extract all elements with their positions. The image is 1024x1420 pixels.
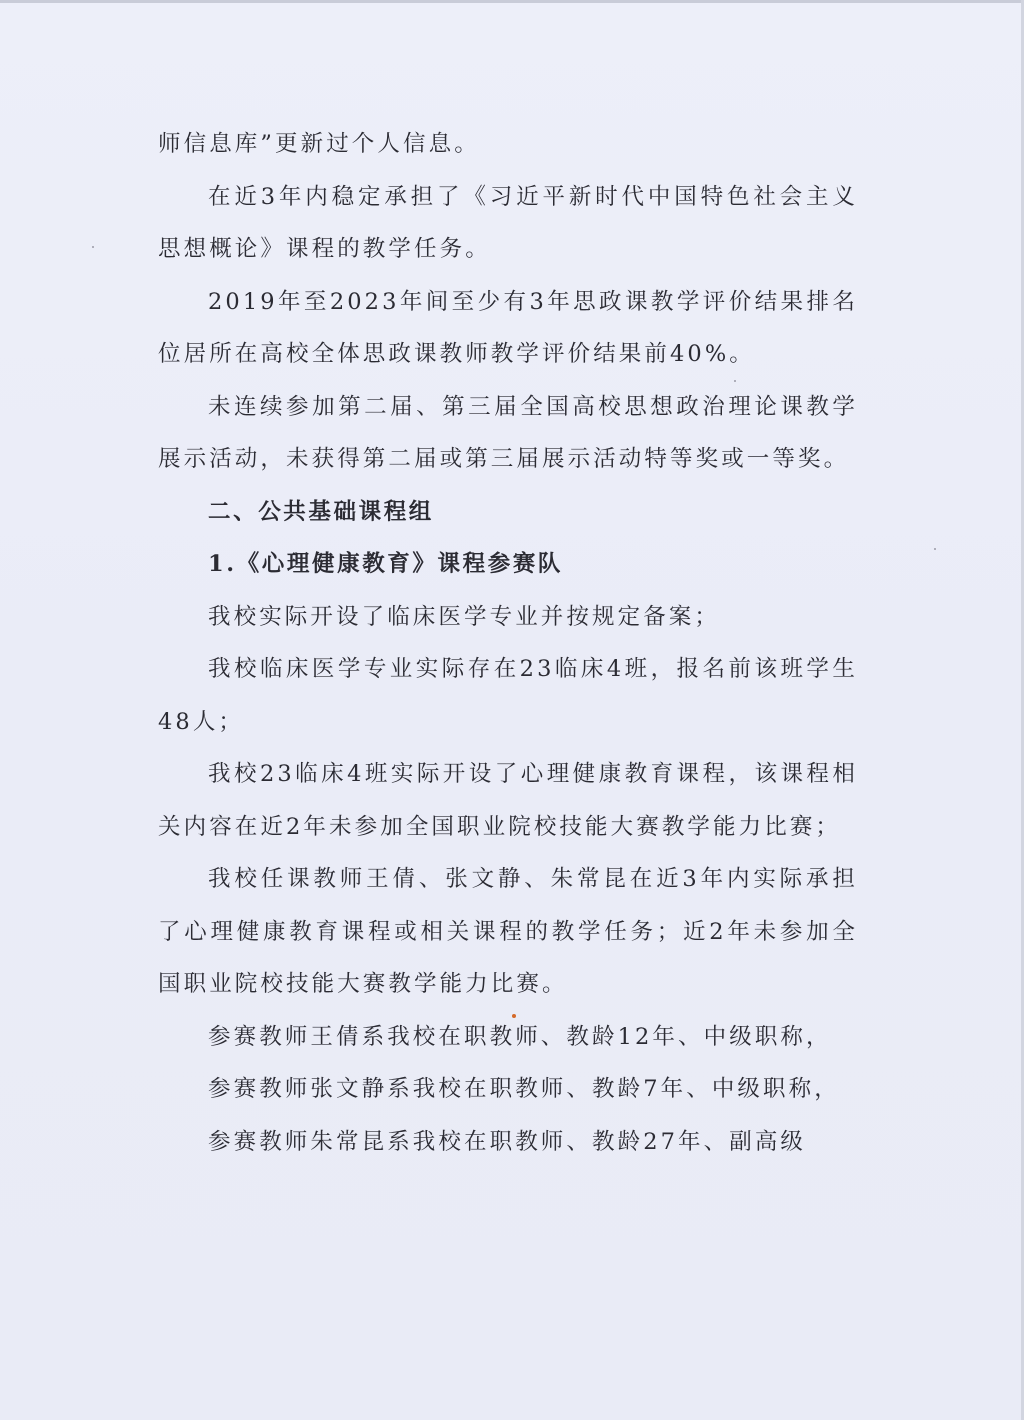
scan-speck	[934, 548, 936, 550]
paragraph: 在近3年内稳定承担了《习近平新时代中国特色社会主义思想概论》课程的教学任务。	[158, 183, 858, 262]
paragraph: 师信息库”更新过个人信息。	[158, 131, 480, 157]
paragraph: 我校临床医学专业实际存在23临床4班，报名前该班学生48人；	[158, 656, 858, 735]
paragraph: 参赛教师朱常昆系我校在职教师、教龄27年、副高级	[208, 1128, 807, 1155]
document-body	[158, 118, 858, 1168]
paragraph: 我校任课教师王倩、张文静、朱常昆在近3年内实际承担了心理健康教育课程或相关课程的教学任务；近2年未参加全国职业院校技能大赛教学能力比赛。	[158, 866, 858, 997]
paragraph: 参赛教师张文静系我校在职教师、教龄7年、中级职称，	[208, 1076, 840, 1102]
section-heading: 二、公共基础课程组	[208, 498, 434, 525]
scan-edge-top	[0, 0, 1024, 3]
paragraph: 未连续参加第二届、第三届全国高校思想政治理论课教学展示活动，未获得第二届或第三届展示活动特等奖或一等奖。	[158, 393, 858, 472]
paragraph: 我校实际开设了临床医学专业并按规定备案；	[208, 603, 721, 630]
scan-speck	[92, 246, 94, 248]
paragraph: 我校23临床4班实际开设了心理健康教育课程，该课程相关内容在近2年未参加全国职业院校技能大赛教学能力比赛；	[158, 761, 858, 840]
paragraph: 2019年至2023年间至少有3年思政课教学评价结果排名位居所在高校全体思政课教师教学评价结果前40%。	[158, 288, 858, 367]
paragraph: 参赛教师王倩系我校在职教师、教龄12年、中级职称，	[208, 1023, 832, 1050]
subsection-heading: 1.《心理健康教育》课程参赛队	[208, 551, 563, 577]
